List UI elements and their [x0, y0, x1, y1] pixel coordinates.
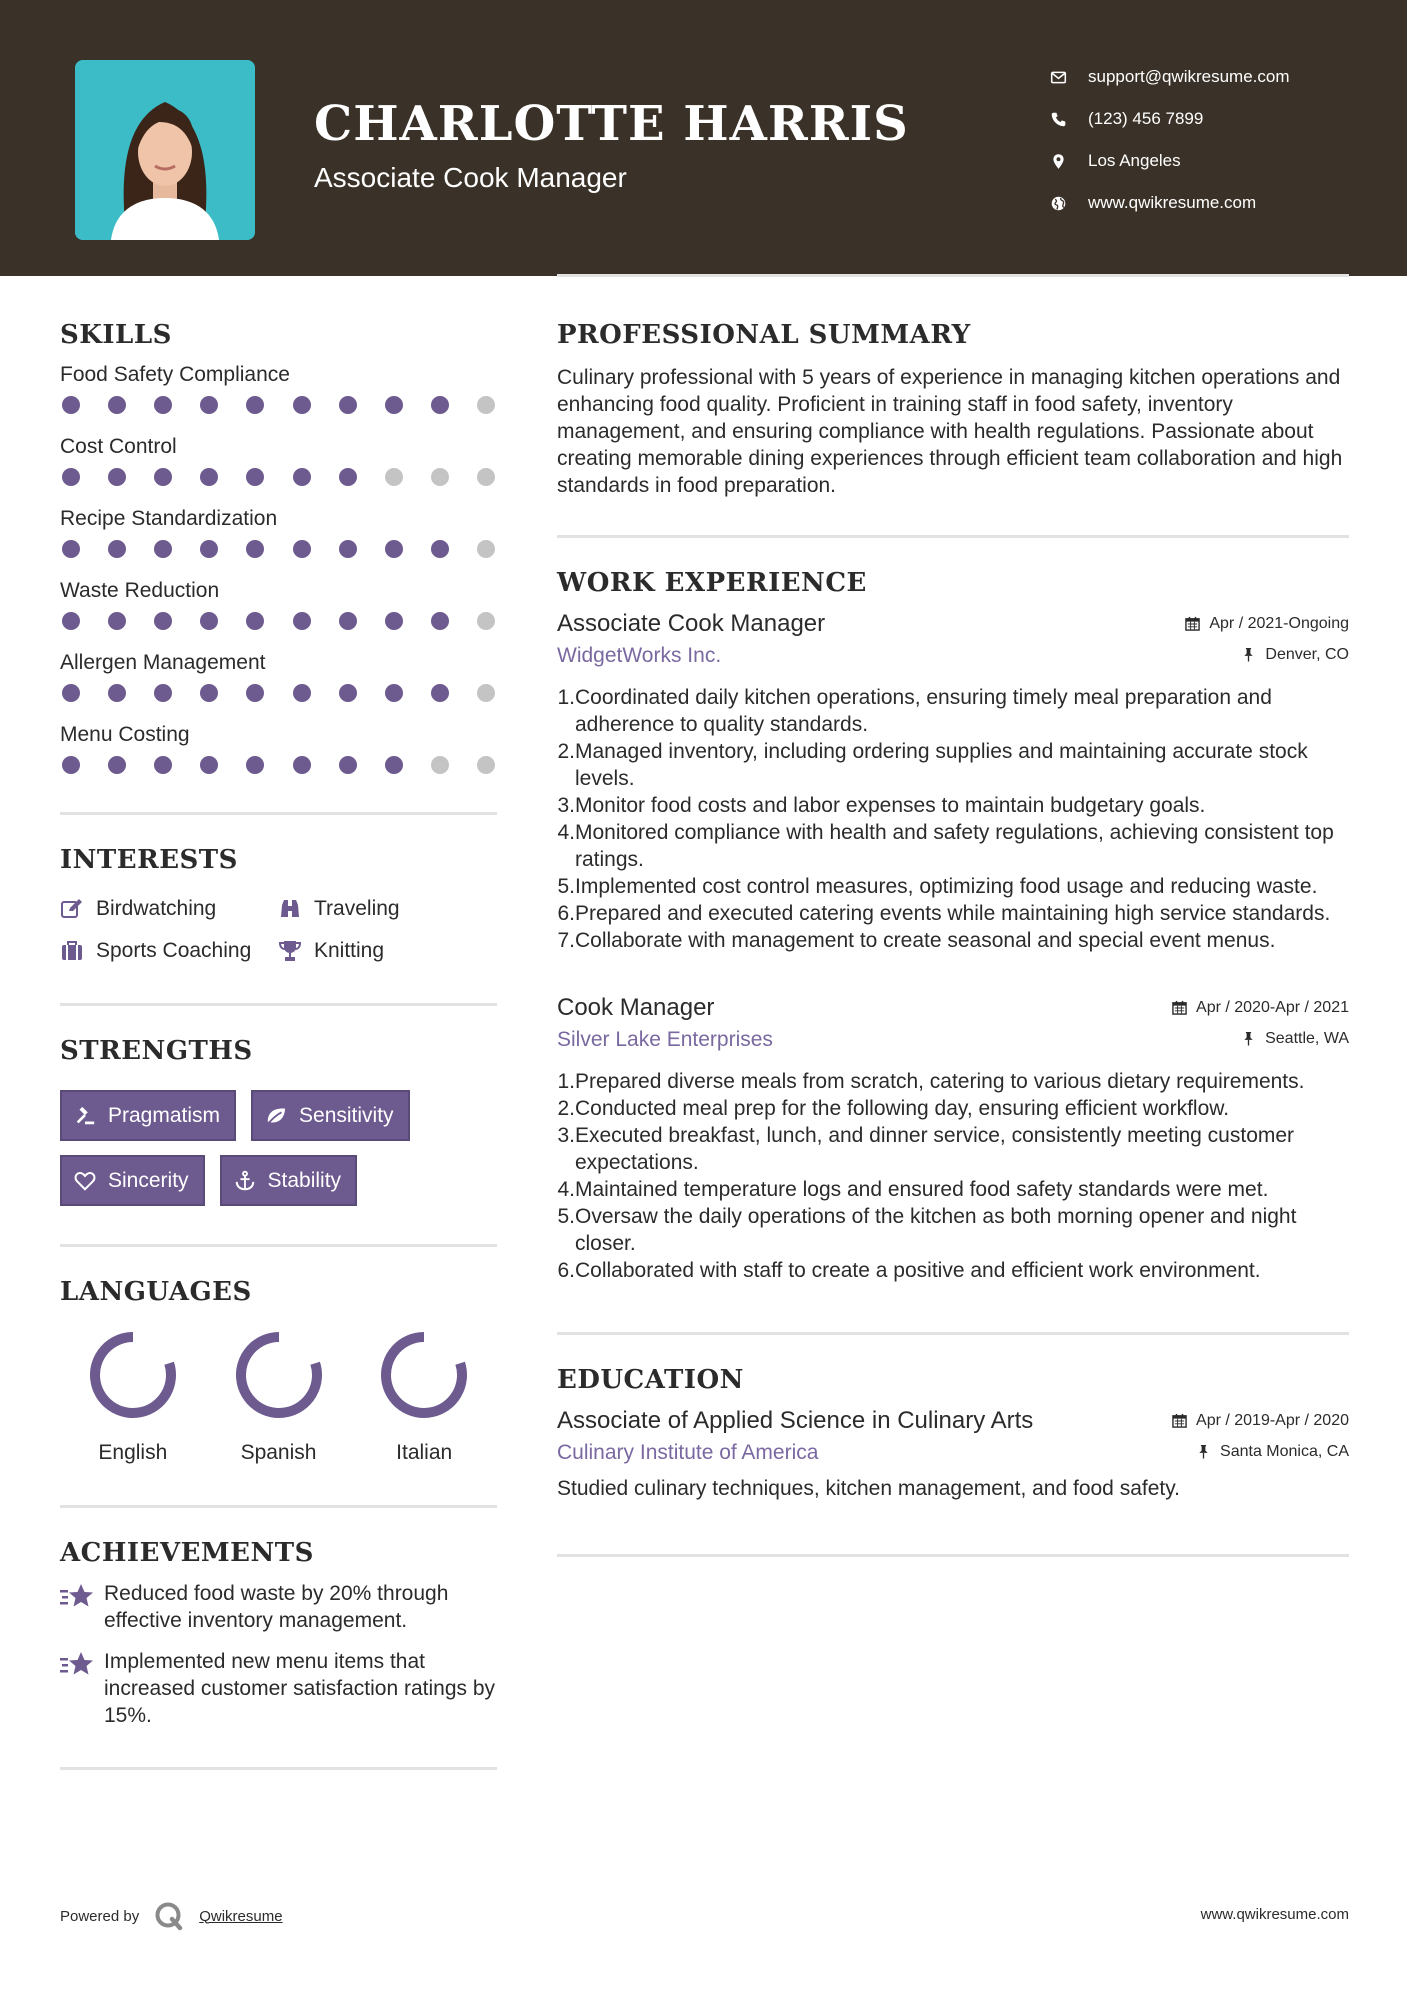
rating-dot-filled: [200, 612, 218, 630]
candidate-name: CHARLOTTE HARRIS: [314, 96, 909, 152]
skill-rating: [60, 468, 497, 504]
list-item: [557, 819, 1349, 873]
list-text: Managed inventory, including ordering supplies and maintaining accurate stock levels.: [575, 740, 1308, 790]
rating-dot-filled: [293, 612, 311, 630]
trophy-icon: [278, 939, 302, 963]
pushpin-icon: [1241, 1031, 1256, 1046]
list-number: 2.: [557, 740, 575, 763]
rating-dot-filled: [108, 756, 126, 774]
rating-dot-filled: [154, 684, 172, 702]
footer-site[interactable]: www.qwikresume.com: [1200, 1906, 1349, 1923]
list-item: [557, 684, 1349, 738]
language-level-ring: [87, 1329, 179, 1421]
achievement-text: Reduced food waste by 20% through effective inventory management.: [104, 1582, 449, 1632]
rating-dot-filled: [108, 396, 126, 414]
job-dates: [1185, 615, 1349, 633]
rating-dot-filled: [431, 612, 449, 630]
rating-dot-filled: [293, 756, 311, 774]
interest-item: [278, 939, 488, 963]
languages-section: [60, 1277, 497, 1465]
anchor-icon: [234, 1170, 256, 1192]
language-label: English: [98, 1441, 168, 1464]
star-badge-icon: [60, 1582, 94, 1612]
job-sub: [557, 1028, 1349, 1052]
list-number: 3.: [557, 1124, 575, 1147]
rating-dot-filled: [385, 612, 403, 630]
rating-dot-filled: [246, 540, 264, 558]
language-level-arc: [95, 1337, 171, 1413]
rating-dot-filled: [293, 684, 311, 702]
skill-rating: [60, 396, 497, 432]
heart-icon: [74, 1170, 96, 1192]
strength-label: Sensitivity: [299, 1103, 394, 1127]
rating-dot-empty: [477, 396, 495, 414]
job-company: WidgetWorks Inc.: [557, 644, 722, 667]
list-text: Prepared diverse meals from scratch, catering to various dietary requirements.: [575, 1070, 1305, 1093]
skill-name: Waste Reduction: [60, 579, 220, 602]
education-description: Studied culinary techniques, kitchen management, and food safety.: [557, 1477, 1180, 1500]
section-divider: [60, 812, 497, 815]
right-column: [557, 320, 1349, 1557]
briefcase-icon: [60, 939, 84, 963]
list-text: Collaborated with staff to create a positive and efficient work environment.: [575, 1259, 1261, 1282]
list-text: Coordinated daily kitchen operations, ensuring timely meal preparation and adherence to quality standards.: [575, 686, 1272, 736]
calendar-icon: [1172, 1413, 1187, 1428]
job-bullets: [557, 684, 1349, 954]
interest-item: [278, 897, 488, 921]
resume-header: [0, 0, 1407, 276]
section-divider: [60, 1767, 497, 1770]
experience-title: WORK EXPERIENCE: [557, 568, 867, 598]
list-text: Executed breakfast, lunch, and dinner service, consistently meeting customer expectations.: [575, 1124, 1295, 1174]
pushpin-icon: [1241, 647, 1256, 662]
list-text: Monitor food costs and labor expenses to maintain budgetary goals.: [575, 794, 1206, 817]
languages-list: [60, 1329, 497, 1465]
contact-phone[interactable]: [1050, 98, 1290, 140]
job-location-text: Seattle, WA: [1265, 1029, 1349, 1047]
list-item: [557, 1257, 1349, 1284]
skills-title: SKILLS: [60, 320, 172, 350]
list-item: [557, 927, 1349, 954]
job-location-text: Denver, CO: [1265, 645, 1349, 663]
profile-photo: [75, 60, 255, 240]
left-column: [60, 320, 497, 1770]
list-number: 5.: [557, 875, 575, 898]
list-item: [557, 1176, 1349, 1203]
skill-name: Cost Control: [60, 435, 177, 458]
rating-dot-filled: [108, 612, 126, 630]
contact-location: [1050, 140, 1290, 182]
skill-name: Allergen Management: [60, 651, 266, 674]
list-item: [557, 1095, 1349, 1122]
skills-list: [60, 360, 497, 792]
skill-name: Food Safety Compliance: [60, 363, 290, 386]
contact-location-text: Los Angeles: [1088, 151, 1181, 170]
star-badge-icon: [60, 1650, 94, 1680]
strength-label: Pragmatism: [108, 1103, 221, 1127]
qwikresume-link[interactable]: Qwikresume: [199, 1907, 283, 1925]
rating-dot-filled: [293, 540, 311, 558]
rating-dot-filled: [154, 756, 172, 774]
rating-dot-filled: [431, 396, 449, 414]
job-location: [1241, 1030, 1349, 1048]
calendar-icon: [1185, 616, 1200, 631]
list-text: Implemented cost control measures, optimizing food usage and reducing waste.: [575, 875, 1318, 898]
interests-list: [60, 897, 497, 963]
language-item: [60, 1329, 206, 1465]
footer-powered: [60, 1900, 283, 1932]
strengths-title: STRENGTHS: [60, 1036, 253, 1066]
list-item: [557, 873, 1349, 900]
rating-dot-empty: [431, 756, 449, 774]
interest-label: Birdwatching: [96, 897, 217, 920]
section-divider: [557, 535, 1349, 538]
pushpin-icon: [1196, 1444, 1211, 1459]
interest-item: [60, 897, 278, 921]
rating-dot-filled: [108, 468, 126, 486]
summary-text: Culinary professional with 5 years of experience in managing kitchen operations and enhancing food quality. Proficient in training staff in food safety, inventory management, and ensuring compliance with health regulations. Passionate about creating memorable dining experiences through efficient team collaboration and high standards in food preparation.: [557, 366, 1343, 497]
rating-dot-filled: [62, 540, 80, 558]
list-text: Conducted meal prep for the following day, ensuring efficient workflow.: [575, 1097, 1230, 1120]
jobs-list: [557, 610, 1349, 1284]
list-text: Monitored compliance with health and safety regulations, achieving consistent top ratings.: [575, 821, 1334, 871]
rating-dot-filled: [108, 540, 126, 558]
interest-item: [60, 939, 278, 963]
rating-dot-filled: [339, 396, 357, 414]
qwikresume-logo-icon: [153, 1900, 185, 1932]
list-text: Prepared and executed catering events while maintaining high service standards.: [575, 902, 1331, 925]
interests-title: INTERESTS: [60, 845, 238, 875]
education-dates-text: Apr / 2019-Apr / 2020: [1196, 1411, 1349, 1429]
rating-dot-filled: [385, 540, 403, 558]
calendar-icon: [1172, 1000, 1187, 1015]
language-label: Spanish: [240, 1441, 317, 1464]
list-number: 5.: [557, 1205, 575, 1228]
rating-dot-filled: [200, 756, 218, 774]
rating-dot-filled: [200, 684, 218, 702]
education-school: Culinary Institute of America: [557, 1441, 819, 1464]
list-number: 6.: [557, 902, 575, 925]
section-divider: [60, 1244, 497, 1247]
rating-dot-filled: [62, 468, 80, 486]
list-text: Maintained temperature logs and ensured food safety standards were met.: [575, 1178, 1269, 1201]
strength-tag: [60, 1090, 236, 1141]
job-title: Cook Manager: [557, 994, 715, 1021]
list-number: 3.: [557, 794, 575, 817]
achievement-item: [60, 1580, 497, 1634]
contact-email[interactable]: [1050, 56, 1290, 98]
rating-dot-filled: [108, 684, 126, 702]
rating-dot-filled: [339, 468, 357, 486]
job-dates-text: Apr / 2020-Apr / 2021: [1196, 998, 1349, 1016]
job-location: [1241, 646, 1349, 664]
job-dates-text: Apr / 2021-Ongoing: [1209, 614, 1349, 632]
language-level-ring: [233, 1329, 325, 1421]
phone-icon: [1050, 111, 1088, 128]
rating-dot-filled: [62, 684, 80, 702]
rating-dot-filled: [154, 396, 172, 414]
contact-website[interactable]: [1050, 182, 1290, 224]
skill-rating: [60, 612, 497, 648]
achievements-section: [60, 1538, 497, 1729]
list-number: 7.: [557, 929, 575, 952]
education-title: EDUCATION: [557, 1365, 744, 1395]
interests-section: [60, 845, 497, 963]
skill-rating: [60, 684, 497, 720]
contact-phone-text: (123) 456 7899: [1088, 109, 1204, 128]
list-item: [557, 900, 1349, 927]
list-item: [557, 738, 1349, 792]
interest-label: Sports Coaching: [96, 939, 252, 962]
rating-dot-empty: [431, 468, 449, 486]
rating-dot-filled: [246, 396, 264, 414]
rating-dot-filled: [431, 684, 449, 702]
list-number: 2.: [557, 1097, 575, 1120]
contact-email-text: support@qwikresume.com: [1088, 67, 1290, 86]
job-company: Silver Lake Enterprises: [557, 1028, 773, 1051]
skill-name: Menu Costing: [60, 723, 190, 746]
languages-title: LANGUAGES: [60, 1277, 252, 1307]
rating-dot-filled: [154, 612, 172, 630]
skill-rating: [60, 756, 497, 792]
rating-dot-empty: [477, 468, 495, 486]
summary-title: PROFESSIONAL SUMMARY: [557, 320, 971, 350]
contact-list: [1050, 56, 1290, 224]
skill-name: Recipe Standardization: [60, 507, 278, 530]
envelope-icon: [1050, 69, 1088, 86]
job-dates: [1172, 999, 1349, 1017]
job-entry: [557, 610, 1349, 954]
education-sub: [557, 1441, 1349, 1465]
rating-dot-filled: [385, 396, 403, 414]
globe-icon: [1050, 195, 1088, 212]
rating-dot-filled: [200, 468, 218, 486]
education-head: [557, 1407, 1349, 1435]
rating-dot-filled: [339, 756, 357, 774]
leaf-icon: [265, 1105, 287, 1127]
rating-dot-filled: [293, 468, 311, 486]
language-level-arc: [240, 1337, 316, 1413]
education-dates: [1172, 1412, 1349, 1430]
education-location-text: Santa Monica, CA: [1220, 1442, 1349, 1460]
list-item: [557, 1122, 1349, 1176]
list-text: Oversaw the daily operations of the kitchen as both morning opener and night closer.: [575, 1205, 1297, 1255]
powered-by-text: Powered by: [60, 1907, 140, 1925]
list-item: [557, 1203, 1349, 1257]
achievements-title: ACHIEVEMENTS: [60, 1538, 314, 1568]
skills-section: [60, 320, 497, 792]
section-divider: [557, 1332, 1349, 1335]
strength-tag: [251, 1090, 410, 1141]
rating-dot-filled: [293, 396, 311, 414]
rating-dot-filled: [431, 540, 449, 558]
summary-section: [557, 320, 1349, 499]
language-label: Italian: [396, 1441, 453, 1464]
list-number: 1.: [557, 1070, 575, 1093]
list-number: 4.: [557, 821, 575, 844]
strength-tag: [220, 1155, 358, 1206]
language-level-arc: [386, 1337, 462, 1413]
job-sub: [557, 644, 1349, 668]
list-item: [557, 1068, 1349, 1095]
language-item: [351, 1329, 497, 1465]
strength-label: Stability: [267, 1168, 342, 1192]
map-marker-icon: [1050, 153, 1088, 170]
education-section: [557, 1365, 1349, 1502]
binoculars-icon: [278, 897, 302, 921]
candidate-role: Associate Cook Manager: [314, 162, 627, 193]
job-entry: [557, 994, 1349, 1284]
rating-dot-filled: [339, 540, 357, 558]
rating-dot-filled: [246, 612, 264, 630]
job-head: [557, 610, 1349, 638]
language-item: [206, 1329, 352, 1465]
job-head: [557, 994, 1349, 1022]
rating-dot-filled: [62, 756, 80, 774]
list-number: 6.: [557, 1259, 575, 1282]
list-number: 4.: [557, 1178, 575, 1201]
rating-dot-filled: [200, 396, 218, 414]
rating-dot-filled: [339, 612, 357, 630]
list-text: Collaborate with management to create seasonal and special event menus.: [575, 929, 1276, 952]
rating-dot-filled: [246, 468, 264, 486]
strength-tag: [60, 1155, 205, 1206]
rating-dot-filled: [62, 396, 80, 414]
rating-dot-filled: [246, 756, 264, 774]
section-divider: [60, 1505, 497, 1508]
rating-dot-filled: [154, 540, 172, 558]
rating-dot-filled: [246, 684, 264, 702]
section-divider: [60, 1003, 497, 1006]
rating-dot-filled: [339, 684, 357, 702]
job-title: Associate Cook Manager: [557, 610, 826, 637]
rating-dot-empty: [385, 468, 403, 486]
header-divider: [557, 274, 1349, 277]
pencil-square-icon: [60, 897, 84, 921]
education-location: [1196, 1443, 1349, 1461]
job-bullets: [557, 1068, 1349, 1284]
achievement-text: Implemented new menu items that increased customer satisfaction ratings by 15%.: [104, 1650, 496, 1727]
list-number: 1.: [557, 686, 575, 709]
rating-dot-empty: [477, 756, 495, 774]
language-level-ring: [378, 1329, 470, 1421]
rating-dot-filled: [385, 756, 403, 774]
rating-dot-empty: [477, 684, 495, 702]
strengths-section: [60, 1036, 497, 1206]
experience-section: [557, 568, 1349, 1284]
rating-dot-filled: [62, 612, 80, 630]
interest-label: Traveling: [314, 897, 400, 920]
interest-label: Knitting: [314, 939, 385, 962]
rating-dot-filled: [385, 684, 403, 702]
education-degree: Associate of Applied Science in Culinary Arts: [557, 1407, 1034, 1434]
rating-dot-empty: [477, 540, 495, 558]
section-divider: [557, 1554, 1349, 1557]
rating-dot-filled: [154, 468, 172, 486]
strengths-list: [60, 1090, 497, 1206]
skill-rating: [60, 540, 497, 576]
rating-dot-empty: [477, 612, 495, 630]
list-item: [557, 792, 1349, 819]
gavel-icon: [74, 1105, 96, 1127]
profile-avatar-icon: [75, 60, 255, 240]
achievement-item: [60, 1648, 497, 1729]
rating-dot-filled: [200, 540, 218, 558]
contact-website-text: www.qwikresume.com: [1088, 193, 1257, 212]
strength-label: Sincerity: [108, 1168, 189, 1192]
